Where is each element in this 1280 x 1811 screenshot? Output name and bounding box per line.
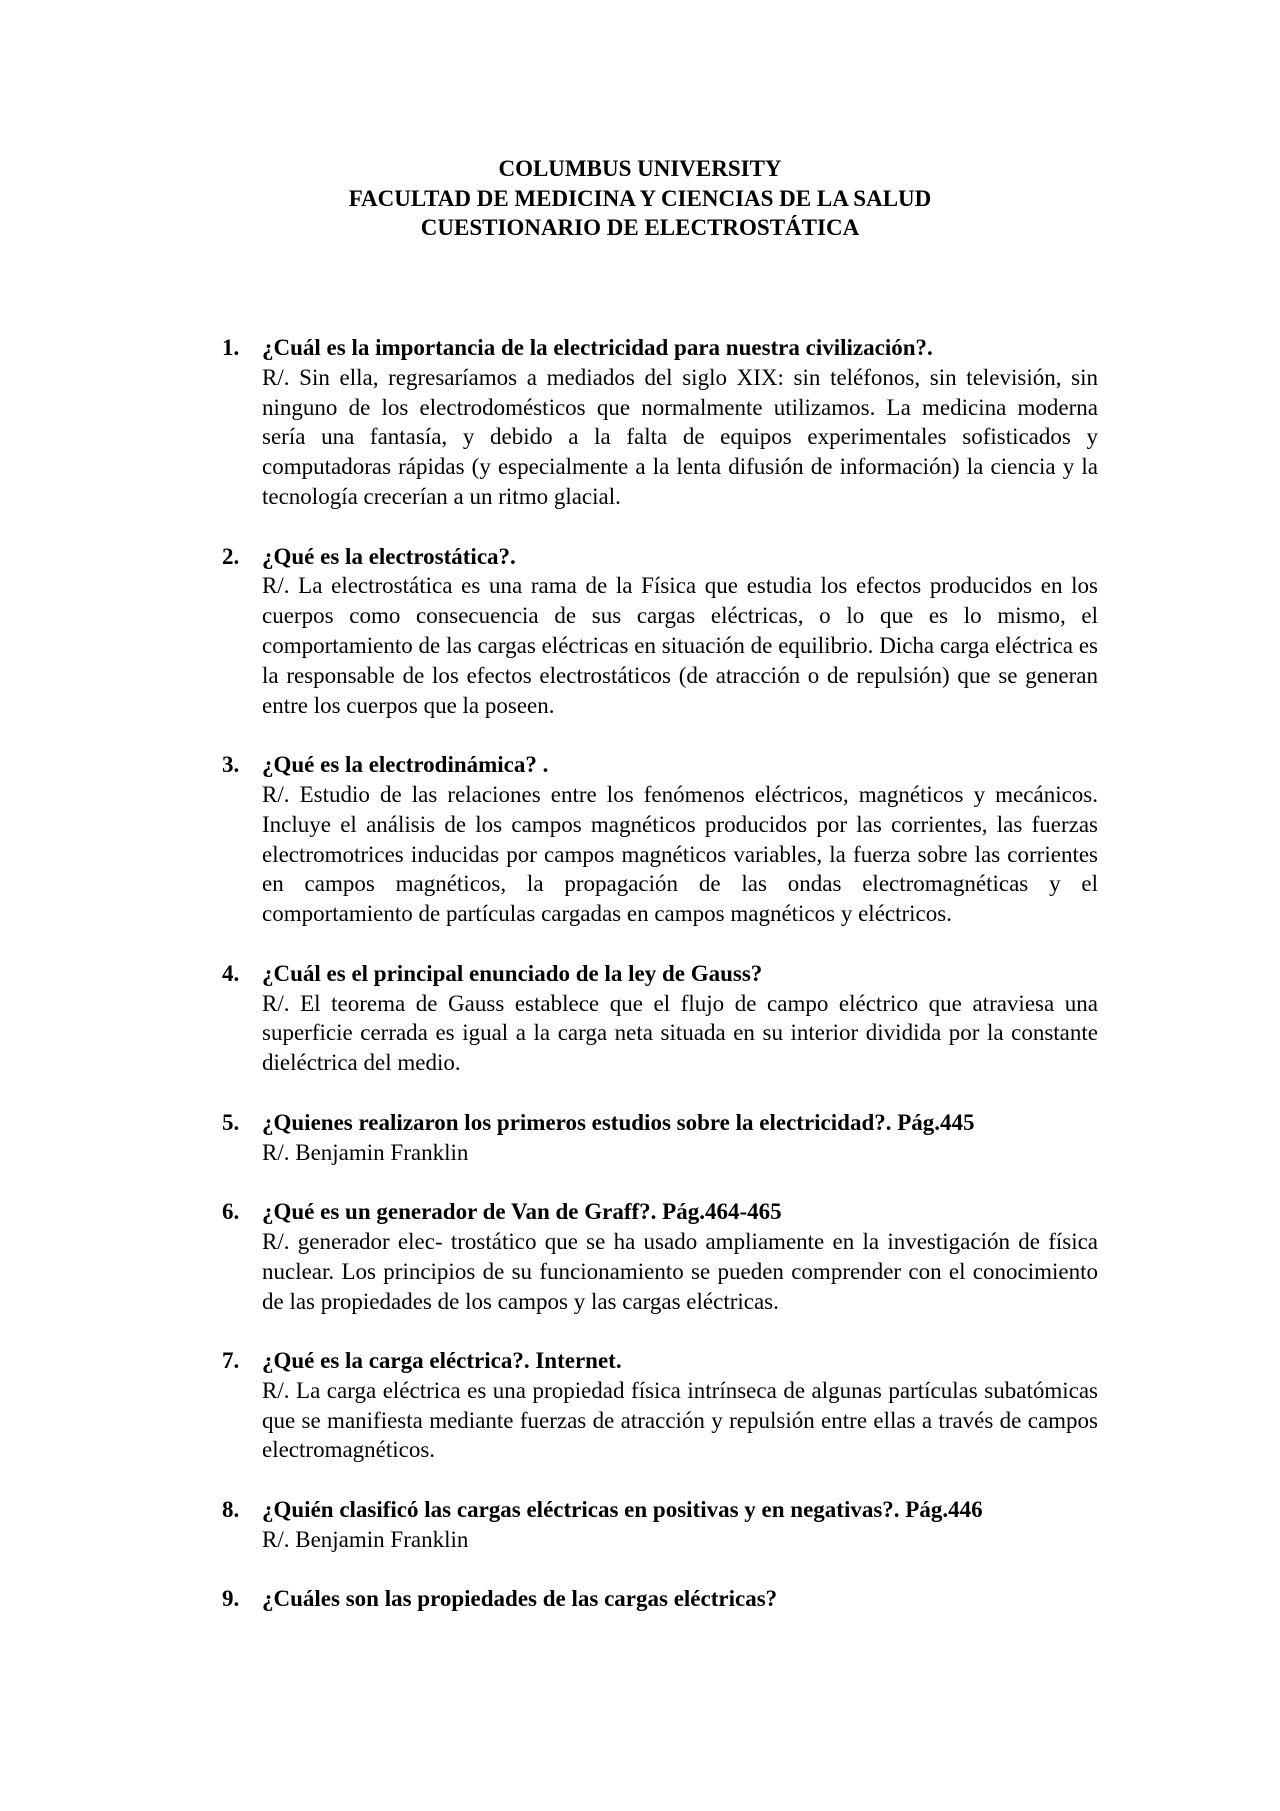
question-number: 6. bbox=[222, 1199, 240, 1225]
question-item-7 bbox=[222, 1346, 1098, 1465]
question-number: 7. bbox=[222, 1348, 240, 1374]
answer-text: R/. Benjamin Franklin bbox=[262, 1526, 469, 1552]
question-text: ¿Quienes realizaron los primeros estudios sobre la electricidad?. Pág.445 bbox=[262, 1109, 975, 1135]
question-text: ¿Qué es la electrostática?. bbox=[262, 543, 516, 569]
question-text: ¿Qué es la carga eléctrica?. Internet. bbox=[262, 1348, 622, 1374]
answer-text: R/. Benjamin Franklin bbox=[262, 1139, 469, 1165]
question-text: ¿Qué es la electrodinámica? . bbox=[262, 752, 549, 778]
faculty-name: FACULTAD DE MEDICINA Y CIENCIAS DE LA SALUD bbox=[348, 185, 932, 211]
question-item-5 bbox=[222, 1108, 1098, 1168]
question-item-8 bbox=[222, 1495, 1098, 1555]
answer-text: R/. El teorema de Gauss establece que el flujo de campo eléctrico que atraviesa una superficie cerrada es igual a la carga neta situada en su interior dividida por la constante dieléctrica del medio. bbox=[262, 990, 1098, 1076]
answer-text: R/. La electrostática es una rama de la Física que estudia los efectos producidos en los cuerpos como consecuencia de sus cargas eléctricas, o lo que es lo mismo, el comportamiento de las cargas eléctricas en situación de equilibrio. Dicha carga eléctrica es la responsable de los efectos electrostáticos (de atracción o de repulsión) que se generan entre los cuerpos que la poseen. bbox=[262, 573, 1098, 718]
answer-text: R/. Sin ella, regresaríamos a mediados del siglo XIX: sin teléfonos, sin televisión, sin ninguno de los electrodomésticos que normalmente utilizamos. La medicina moderna sería una fantasía, y debido a la falta de equipos experimentales sofisticados y computadoras rápidas (y especialmente a la lenta difusión de información) la ciencia y la tecnología crecerían a un ritmo glacial. bbox=[262, 364, 1098, 509]
question-number: 9. bbox=[222, 1586, 240, 1612]
question-number: 8. bbox=[222, 1497, 240, 1523]
question-number: 5. bbox=[222, 1109, 240, 1135]
question-number: 4. bbox=[222, 960, 240, 986]
answer-text: R/. La carga eléctrica es una propiedad física intrínseca de algunas partículas subatómicas que se manifiesta mediante fuerzas de atracción y repulsión entre ellas a través de campos electromagnéticos. bbox=[262, 1377, 1098, 1463]
university-name: COLUMBUS UNIVERSITY bbox=[498, 156, 782, 181]
question-text: ¿Cuál es la importancia de la electricidad para nuestra civilización?. bbox=[262, 335, 933, 360]
question-text: ¿Cuáles son las propiedades de las cargas eléctricas? bbox=[262, 1586, 778, 1612]
question-item-4 bbox=[222, 959, 1098, 1078]
question-item-9 bbox=[222, 1584, 1098, 1614]
answer-text: R/. generador elec- trostático que se ha usado ampliamente en la investigación de física nuclear. Los principios de su funcionamiento se pueden comprender con el conocimiento de las propiedades de los campos y las cargas eléctricas. bbox=[262, 1228, 1098, 1314]
question-number: 1. bbox=[222, 335, 240, 360]
question-list bbox=[222, 333, 1098, 1644]
answer-text: R/. Estudio de las relaciones entre los fenómenos eléctricos, magnéticos y mecánicos. Incluye el análisis de los campos magnéticos producidos por las corrientes, las fuerzas electromotrices inducidas por campos magnéticos variables, la fuerza sobre las corrientes en campos magnéticos, la propagación de las ondas electromagnéticas y el comportamiento de partículas cargadas en campos magnéticos y eléctricos. bbox=[262, 781, 1098, 927]
question-text: ¿Quién clasificó las cargas eléctricas en positivas y en negativas?. Pág.446 bbox=[262, 1497, 983, 1523]
question-item-2 bbox=[222, 542, 1098, 721]
document-title: CUESTIONARIO DE ELECTROSTÁTICA bbox=[420, 215, 860, 240]
question-number: 2. bbox=[222, 543, 240, 569]
document-header bbox=[0, 154, 1280, 243]
question-item-3 bbox=[222, 750, 1098, 929]
question-text: ¿Qué es un generador de Van de Graff?. Pág.464-465 bbox=[262, 1199, 782, 1225]
question-text: ¿Cuál es el principal enunciado de la ley de Gauss? bbox=[262, 960, 763, 986]
question-item-1 bbox=[222, 333, 1098, 512]
question-item-6 bbox=[222, 1197, 1098, 1316]
question-number: 3. bbox=[222, 752, 240, 778]
